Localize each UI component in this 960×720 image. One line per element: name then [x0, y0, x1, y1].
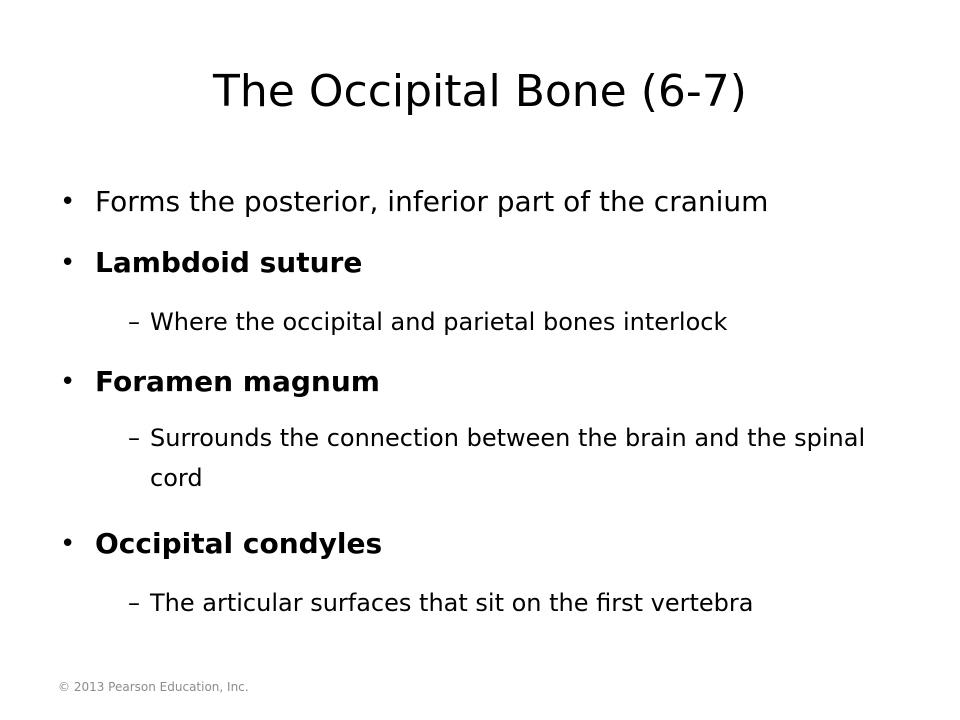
subbullet-marker: – — [128, 589, 140, 617]
bullet-text: Foramen magnum — [95, 365, 380, 398]
subbullet-text: Surrounds the connection between the brain and the spinal cord — [150, 424, 866, 492]
bullet-marker: • — [60, 529, 76, 559]
subbullet-item — [128, 418, 868, 498]
subbullet-text: The articular surfaces that sit on the first vertebra — [150, 589, 754, 617]
bullet-text: Forms the posterior, inferior part of the cranium — [95, 185, 769, 218]
bullet-text: Occipital condyles — [95, 527, 383, 560]
subbullet-marker: – — [128, 308, 140, 336]
subbullet-marker: – — [128, 424, 140, 452]
subbullet-item — [128, 302, 878, 342]
copyright-footer: © 2013 Pearson Education, Inc. — [58, 680, 249, 694]
bullet-marker: • — [60, 187, 76, 217]
bullet-text: Lambdoid suture — [95, 246, 363, 279]
bullet-marker: • — [60, 248, 76, 278]
slide-title: The Occipital Bone (6-7) — [213, 66, 747, 117]
bullet-marker: • — [60, 367, 76, 397]
subbullet-item — [128, 583, 878, 623]
subbullet-text: Where the occipital and parietal bones interlock — [150, 308, 728, 336]
